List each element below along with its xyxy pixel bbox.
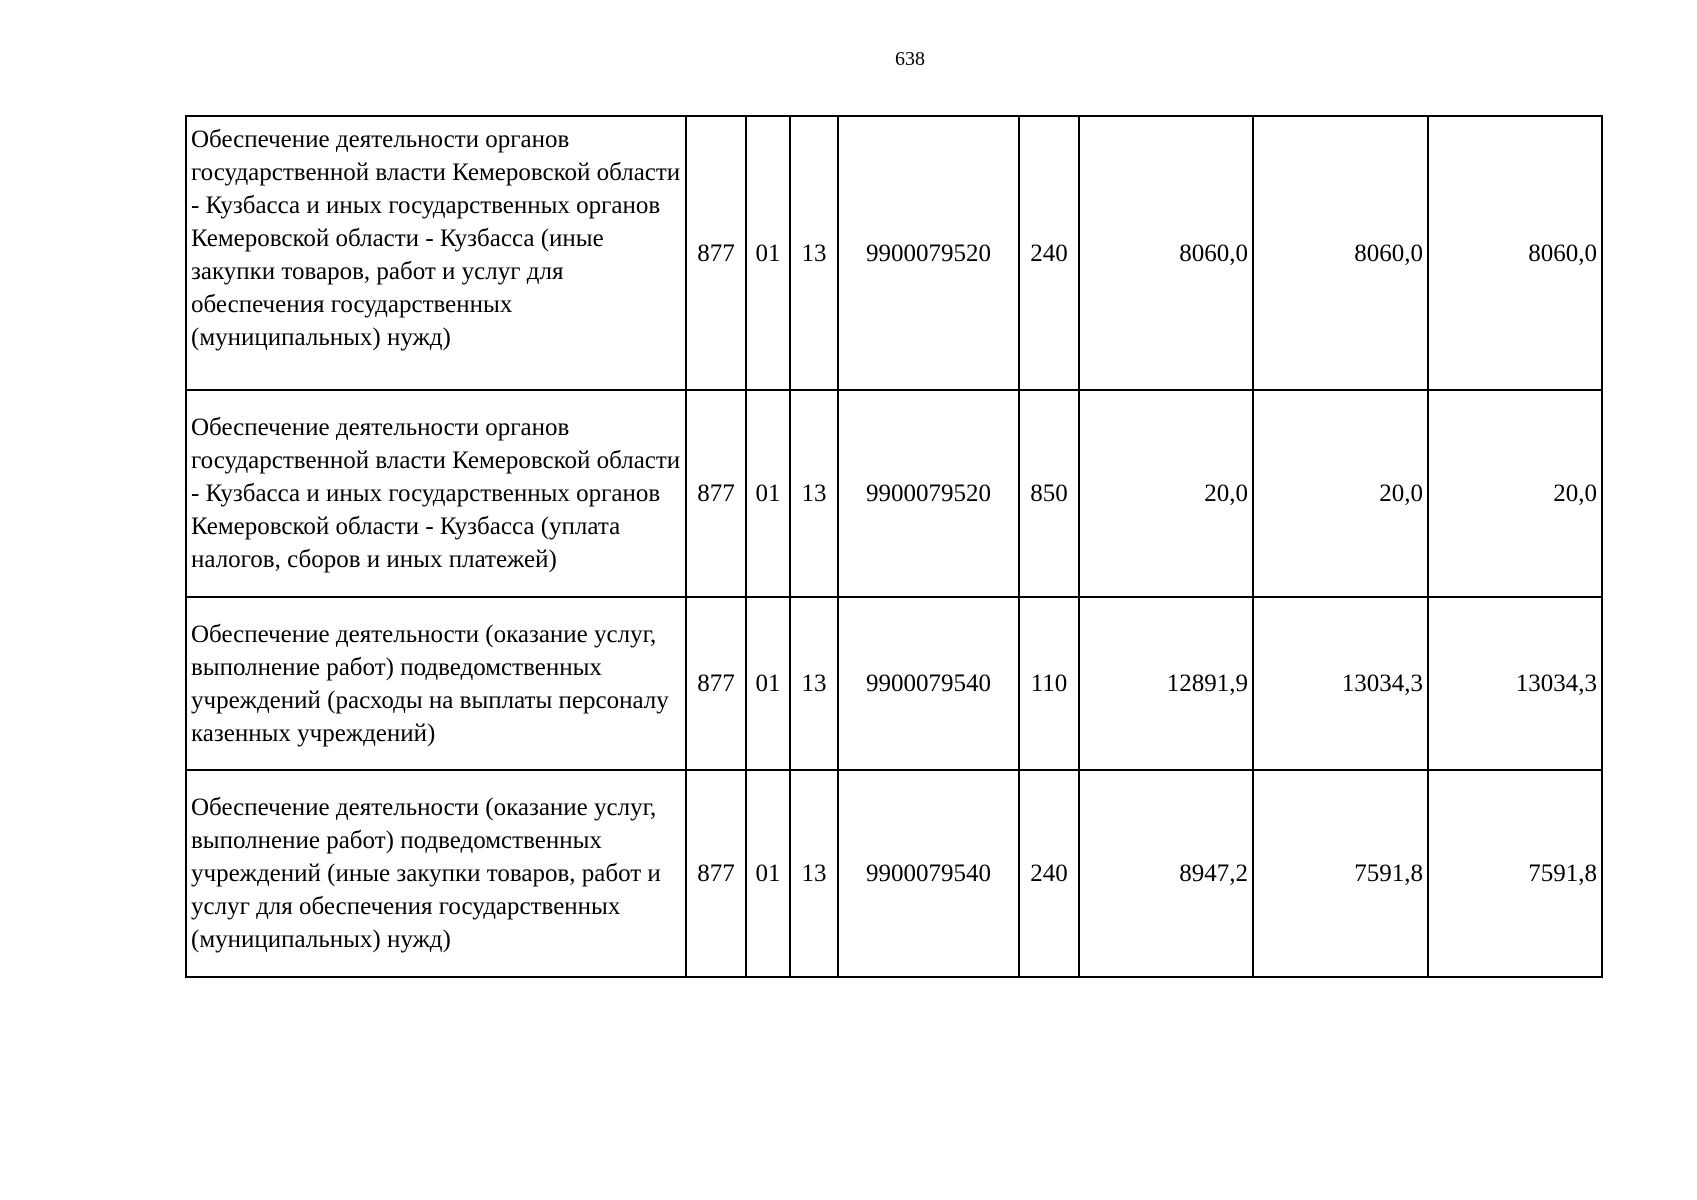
section-code: 01 <box>746 597 790 770</box>
subsection-code: 13 <box>790 390 838 597</box>
row-description: Обеспечение деятельности (оказание услуг, выполнение работ) подведомственных учреждений (расходы на выплаты персоналу казенных учреждений) <box>186 597 686 770</box>
expense-type-code: 110 <box>1019 597 1079 770</box>
expense-type-code: 240 <box>1019 770 1079 977</box>
section-code: 01 <box>746 390 790 597</box>
subsection-code: 13 <box>790 770 838 977</box>
target-article-code: 9900079540 <box>838 770 1019 977</box>
ministry-code: 877 <box>686 390 746 597</box>
section-code: 01 <box>746 770 790 977</box>
row-description: Обеспечение деятельности (оказание услуг, выполнение работ) подведомственных учреждений (иные закупки товаров, работ и услуг для обеспечения государственных (муниципальных) нужд) <box>186 770 686 977</box>
amount-2: 8060,0 <box>1253 116 1428 390</box>
amount-2: 13034,3 <box>1253 597 1428 770</box>
section-code: 01 <box>746 116 790 390</box>
row-description: Обеспечение деятельности органов государственной власти Кемеровской области - Кузбасса и иных государственных органов Кемеровской области - Кузбасса (иные закупки товаров, работ и услуг для обеспечения государственных (муниципальных) нужд) <box>186 116 686 390</box>
expense-type-code: 850 <box>1019 390 1079 597</box>
budget-table <box>185 115 1603 978</box>
subsection-code: 13 <box>790 116 838 390</box>
subsection-code: 13 <box>790 597 838 770</box>
ministry-code: 877 <box>686 116 746 390</box>
table-row <box>186 116 1602 390</box>
amount-2: 20,0 <box>1253 390 1428 597</box>
amount-3: 8060,0 <box>1428 116 1602 390</box>
amount-1: 8060,0 <box>1079 116 1253 390</box>
target-article-code: 9900079520 <box>838 116 1019 390</box>
amount-3: 7591,8 <box>1428 770 1602 977</box>
expense-type-code: 240 <box>1019 116 1079 390</box>
table-row <box>186 597 1602 770</box>
target-article-code: 9900079540 <box>838 597 1019 770</box>
row-description: Обеспечение деятельности органов государственной власти Кемеровской области - Кузбасса и иных государственных органов Кемеровской области - Кузбасса (уплата налогов, сборов и иных платежей) <box>186 390 686 597</box>
table-row <box>186 390 1602 597</box>
amount-3: 20,0 <box>1428 390 1602 597</box>
amount-1: 12891,9 <box>1079 597 1253 770</box>
ministry-code: 877 <box>686 597 746 770</box>
amount-2: 7591,8 <box>1253 770 1428 977</box>
table-row <box>186 770 1602 977</box>
amount-1: 8947,2 <box>1079 770 1253 977</box>
target-article-code: 9900079520 <box>838 390 1019 597</box>
ministry-code: 877 <box>686 770 746 977</box>
page-number: 638 <box>895 48 925 70</box>
amount-1: 20,0 <box>1079 390 1253 597</box>
amount-3: 13034,3 <box>1428 597 1602 770</box>
